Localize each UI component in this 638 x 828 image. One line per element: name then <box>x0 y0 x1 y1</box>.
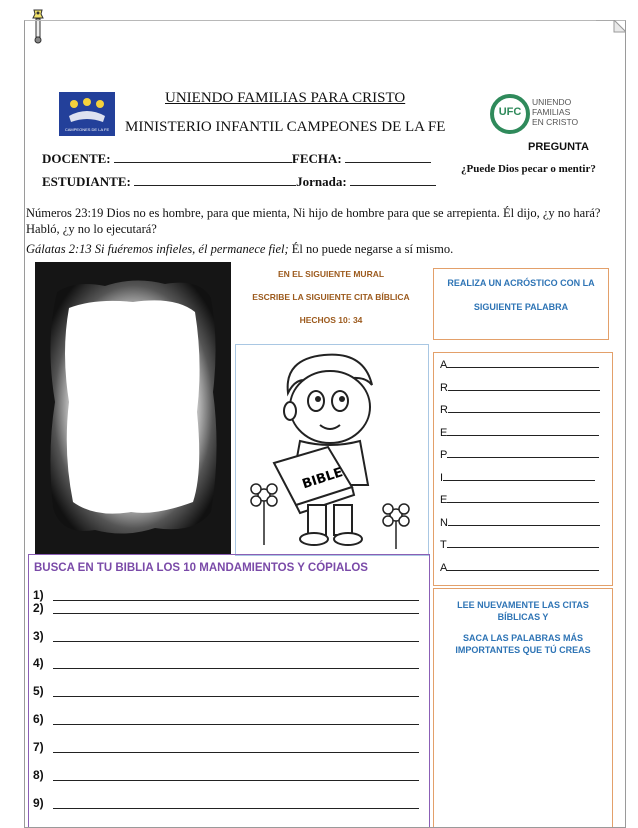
commandment-answer-line[interactable] <box>53 641 419 642</box>
reread-line-2: BÍBLICAS Y <box>497 612 549 622</box>
ufc-logo-letters: UFC <box>498 106 522 118</box>
acrostic-letter: E <box>440 426 448 439</box>
commandment-answer-line[interactable] <box>53 752 419 753</box>
acrostic-line[interactable] <box>440 560 599 574</box>
bible-book-label: BIBLE <box>300 465 345 493</box>
acrostic-letter: A <box>440 561 448 574</box>
commandment-number: 7) <box>33 740 44 754</box>
commandment-number: 6) <box>33 712 44 726</box>
commandment-answer-line[interactable] <box>53 668 419 669</box>
pregunta-title: PREGUNTA <box>528 141 589 153</box>
acrostic-instruction-1: REALIZA UN ACRÓSTICO CON LA <box>447 278 595 288</box>
acrostic-box <box>433 352 613 586</box>
acrostic-letter: I <box>440 471 444 484</box>
ufc-logo-text-1: UNIENDO <box>532 97 572 107</box>
verse-galatas-rest: Él no puede negarse a sí mismo. <box>288 242 454 256</box>
ufc-logo-text-3: EN CRISTO <box>532 117 579 127</box>
acrostic-letter: P <box>440 449 448 461</box>
fecha-field[interactable] <box>345 150 431 163</box>
acrostic-answer-field[interactable] <box>443 470 595 481</box>
reread-line-1: LEE NUEVAMENTE LAS CITAS <box>457 600 589 610</box>
acrostic-instruction-2: SIGUIENTE PALABRA <box>473 302 569 312</box>
mural-line-1: EN EL SIGUIENTE MURAL <box>277 269 385 279</box>
docente-label: DOCENTE: <box>42 151 111 166</box>
pregunta-text: ¿Puede Dios pecar o mentir? <box>461 163 596 175</box>
acrostic-line[interactable] <box>440 402 600 416</box>
jornada-label: Jornada: <box>296 174 347 189</box>
commandment-answer-line[interactable] <box>53 600 419 601</box>
verse-galatas-italic: Gálatas 2:13 Si fuéremos infieles, él permanece fiel; <box>26 242 289 256</box>
acrostic-answer-field[interactable] <box>447 357 599 368</box>
docente-field[interactable] <box>114 150 292 163</box>
acrostic-line[interactable] <box>440 470 595 484</box>
acrostic-line[interactable] <box>440 425 599 439</box>
acrostic-answer-field[interactable] <box>448 402 600 413</box>
commandment-number: 1) <box>33 588 44 602</box>
mural-instruction <box>234 263 428 325</box>
campeones-logo <box>59 92 115 136</box>
commandments-box <box>28 554 430 827</box>
verse-numeros: Números 23:19 Dios no es hombre, para que mienta, Ni hijo de hombre para que se arrepienta. Él dijo, ¿y no hará? Habló, ¿y no lo ejecutará? <box>26 206 601 236</box>
folded-corner-icon <box>596 20 626 50</box>
ufc-logo-text-2: FAMILIAS <box>532 107 571 117</box>
commandment-answer-line[interactable] <box>53 613 419 614</box>
commandment-answer-line[interactable] <box>53 808 419 809</box>
reread-line-3: SACA LAS PALABRAS MÁS <box>462 633 583 643</box>
mural-line-3: HECHOS 10: 34 <box>299 315 363 325</box>
acrostic-line[interactable] <box>440 380 600 394</box>
acrostic-line[interactable] <box>440 357 599 371</box>
estudiante-label: ESTUDIANTE: <box>42 174 131 189</box>
mural-frame[interactable] <box>35 262 231 554</box>
commandment-number: 8) <box>33 768 44 782</box>
commandment-number: 4) <box>33 656 44 670</box>
commandment-answer-line[interactable] <box>53 780 419 781</box>
acrostic-instruction-box <box>433 268 609 340</box>
commandment-number: 5) <box>33 684 44 698</box>
commandment-number: 9) <box>33 796 44 810</box>
estudiante-field[interactable] <box>134 173 296 186</box>
page-subtitle: MINISTERIO INFANTIL CAMPEONES DE LA FE <box>125 119 446 135</box>
acrostic-letter: R <box>440 404 448 416</box>
acrostic-answer-field[interactable] <box>447 560 599 571</box>
commandment-number: 3) <box>33 629 44 643</box>
acrostic-line[interactable] <box>440 447 599 461</box>
campeones-logo-caption: CAMPEONES DE LA FE <box>64 127 110 132</box>
page-title: UNIENDO FAMILIAS PARA CRISTO <box>165 90 406 106</box>
acrostic-answer-field[interactable] <box>448 515 600 526</box>
commandment-answer-line[interactable] <box>53 724 419 725</box>
acrostic-answer-field[interactable] <box>447 492 599 503</box>
boy-reading-illustration <box>235 344 429 556</box>
reread-line-4: IMPORTANTES QUE TÚ CREAS <box>455 645 591 655</box>
commandment-number: 2) <box>33 601 44 615</box>
acrostic-letter: N <box>440 516 448 529</box>
jornada-field[interactable] <box>350 173 436 186</box>
acrostic-letter: E <box>440 494 448 506</box>
acrostic-answer-field[interactable] <box>447 537 599 548</box>
ufc-logo <box>490 92 610 138</box>
acrostic-line[interactable] <box>440 515 600 529</box>
commandments-title: BUSCA EN TU BIBLIA LOS 10 MANDAMIENTOS Y CÓPIALOS <box>34 562 368 574</box>
acrostic-letter: A <box>440 359 448 371</box>
acrostic-answer-field[interactable] <box>447 447 599 458</box>
acrostic-answer-field[interactable] <box>448 380 600 391</box>
commandment-answer-line[interactable] <box>53 696 419 697</box>
reread-box <box>433 588 613 827</box>
fecha-label: FECHA: <box>291 151 342 166</box>
acrostic-line[interactable] <box>440 537 599 551</box>
acrostic-line[interactable] <box>440 492 599 506</box>
acrostic-letter: R <box>440 381 448 394</box>
mural-line-2: ESCRIBE LA SIGUIENTE CITA BÍBLICA <box>252 292 410 302</box>
acrostic-letter: T <box>440 539 447 551</box>
acrostic-answer-field[interactable] <box>447 425 599 436</box>
verse-galatas <box>26 241 606 257</box>
